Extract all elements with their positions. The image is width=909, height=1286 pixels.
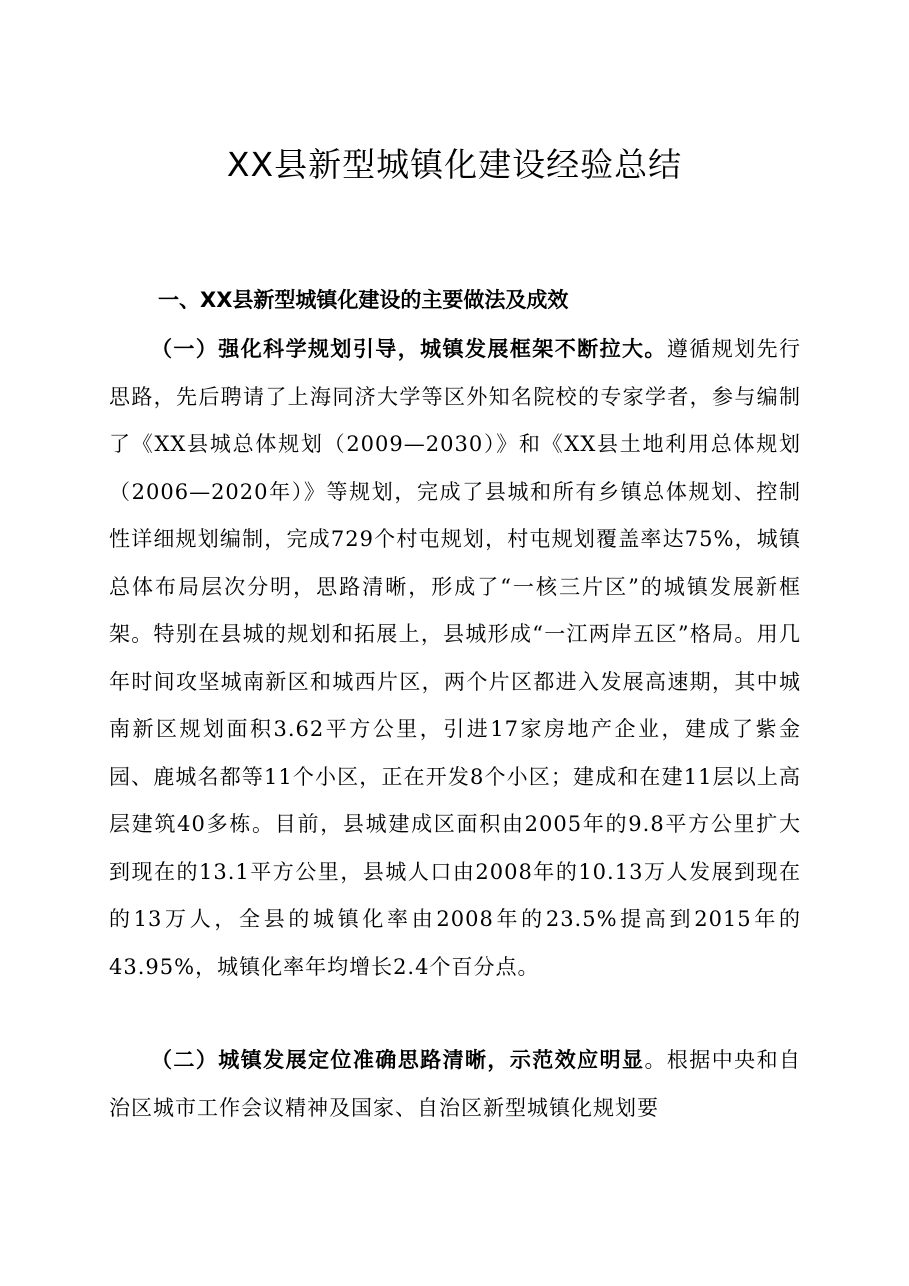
section-heading: 一、XX县新型城镇化建设的主要做法及成效 [158,288,569,312]
document-title: XX县新型城镇化建设经验总结 [226,145,683,184]
paragraph-1-lead: （一）强化科学规划引导，城镇发展框架不断拉大。 [151,337,667,361]
paragraph-2-lead: （二）城镇发展定位准确思路清晰，示范效应明显 [151,1048,645,1072]
paragraph-1-body: 遵循规划先行思路，先后聘请了上海同济大学等区外知名院校的专家学者，参与编制了《XX县城总体规划（2009—2030）》和《XX县土地利用总体规划（2006—2020年）》等规划，完成了县城和所有乡镇总体规划、控制性详细规划编制，完成729个村屯规划，村屯规划覆盖率达75%，城镇总体布局层次分明，思路清晰，形成了“一核三片区”的城镇发展新框架。特别在县城的规划和拓展上，县城形成“一江两岸五区”格局。用几年时间攻坚城南新区和城西片区，两个片区都进入发展高速期，其中城南新区规划面积3.62平方公里，引进17家房地产企业，建成了紫金园、鹿城名都等11个小区，正在开发8个小区；建成和在建11层以上高层建筑40多栋。目前，县城建成区面积由2005年的9.8平方公里扩大到现在的13.1平方公里，县城人口由2008年的10.13万人发展到现在的13万人，全县的城镇化率由2008年的23.5%提高到2015年的43.95%，城镇化率年均增长2.4个百分点。 [109,337,802,979]
paragraph-2-body: 。根据中央和自治区城市工作会议精神及国家、自治区新型城镇化规划要 [109,1048,802,1120]
paragraph-1 [109,326,801,991]
paragraph-2 [109,1037,801,1132]
